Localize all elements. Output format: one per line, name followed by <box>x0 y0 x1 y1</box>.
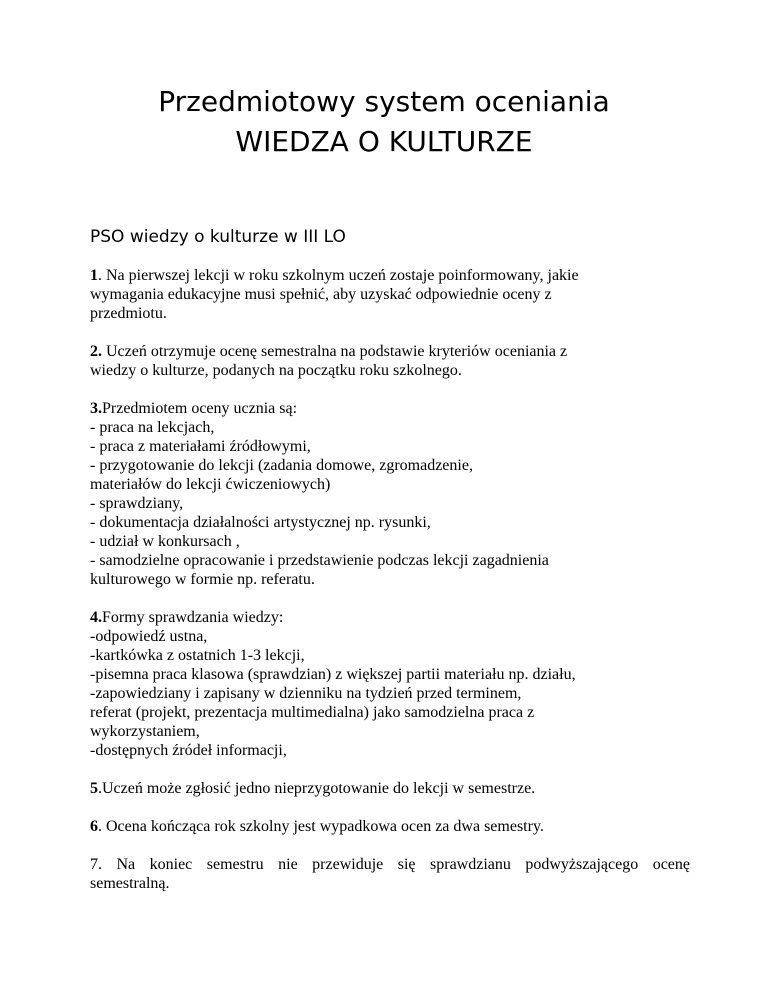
paragraph-line <box>90 608 690 627</box>
title-line-2: WIEDZA O KULTURZE <box>235 125 533 158</box>
list-item: - przygotowanie do lekcji (zadania domowe, zgromadzenie, <box>90 457 473 474</box>
list-item: -dostępnych źródeł informacji, <box>90 742 287 759</box>
paragraph-line <box>90 399 690 418</box>
list-item: referat (projekt, prezentacja multimedialna) jako samodzielna praca z <box>90 704 535 721</box>
paragraph-2 <box>90 342 690 380</box>
list-item: kulturowego w formie np. referatu. <box>90 571 315 588</box>
list-item: - praca na lekcjach, <box>90 419 215 436</box>
paragraph-6 <box>90 817 690 836</box>
paragraph-line <box>90 779 690 798</box>
list-item: wykorzystaniem, <box>90 723 200 740</box>
list-item: -zapowiedziany i zapisany w dzienniku na tydzień przed terminem, <box>90 685 522 702</box>
list-item: - sprawdziany, <box>90 495 184 512</box>
paragraph-number: 1 <box>90 267 98 284</box>
paragraph-text: Uczeń otrzymuje ocenę semestralna na podstawie kryteriów oceniania z <box>102 343 568 360</box>
paragraph-line <box>90 266 690 285</box>
title-line-1: Przedmiotowy system oceniania <box>158 85 610 118</box>
paragraph-number: 5 <box>90 780 98 797</box>
paragraph-line: wiedzy o kulturze, podanych na początku roku szkolnego. <box>90 362 462 379</box>
paragraph-text: .Uczeń może zgłosić jedno nieprzygotowanie do lekcji w semestrze. <box>98 780 536 797</box>
list-item: -kartkówka z ostatnich 1-3 lekcji, <box>90 647 305 664</box>
paragraph-7 <box>90 855 690 893</box>
list-item: - samodzielne opracowanie i przedstawienie podczas lekcji zagadnienia <box>90 552 549 569</box>
paragraph-line <box>90 342 690 361</box>
list-item: materiałów do lekcji ćwiczeniowych) <box>90 476 331 493</box>
paragraph-line: przedmiotu. <box>90 305 167 322</box>
paragraph-text: . Na pierwszej lekcji w roku szkolnym uczeń zostaje poinformowany, jakie <box>98 267 579 284</box>
paragraph-line: wymagania edukacyjne musi spełnić, aby uzyskać odpowiednie oceny z <box>90 286 552 303</box>
list-item: - udział w konkursach , <box>90 533 240 550</box>
paragraph-text: Formy sprawdzania wiedzy: <box>102 609 284 626</box>
paragraph-line: 7. Na koniec semestru nie przewiduje się sprawdzianu podwyższającego ocenę <box>90 856 690 873</box>
section-heading: PSO wiedzy o kulturze w III LO <box>90 227 346 247</box>
paragraph-number: 2. <box>90 343 102 360</box>
paragraph-5 <box>90 779 690 798</box>
paragraph-number: 3. <box>90 400 102 417</box>
list-item: -odpowiedź ustna, <box>90 628 208 645</box>
paragraph-number: 4. <box>90 609 102 626</box>
list-item: - praca z materiałami źródłowymi, <box>90 438 311 455</box>
paragraph-line <box>90 817 690 836</box>
paragraph-number: 6 <box>90 818 98 835</box>
paragraph-1 <box>90 266 690 323</box>
paragraph-4 <box>90 608 690 760</box>
paragraph-text: Przedmiotem oceny ucznia są: <box>102 400 298 417</box>
list-item: - dokumentacja działalności artystycznej np. rysunki, <box>90 514 431 531</box>
paragraph-text: . Ocena kończąca rok szkolny jest wypadkowa ocen za dwa semestry. <box>98 818 544 835</box>
document-body <box>90 266 690 912</box>
paragraph-3 <box>90 399 690 589</box>
page-title <box>0 82 768 162</box>
list-item: -pisemna praca klasowa (sprawdzian) z większej partii materiału np. działu, <box>90 666 576 683</box>
paragraph-line: semestralną. <box>90 875 170 892</box>
